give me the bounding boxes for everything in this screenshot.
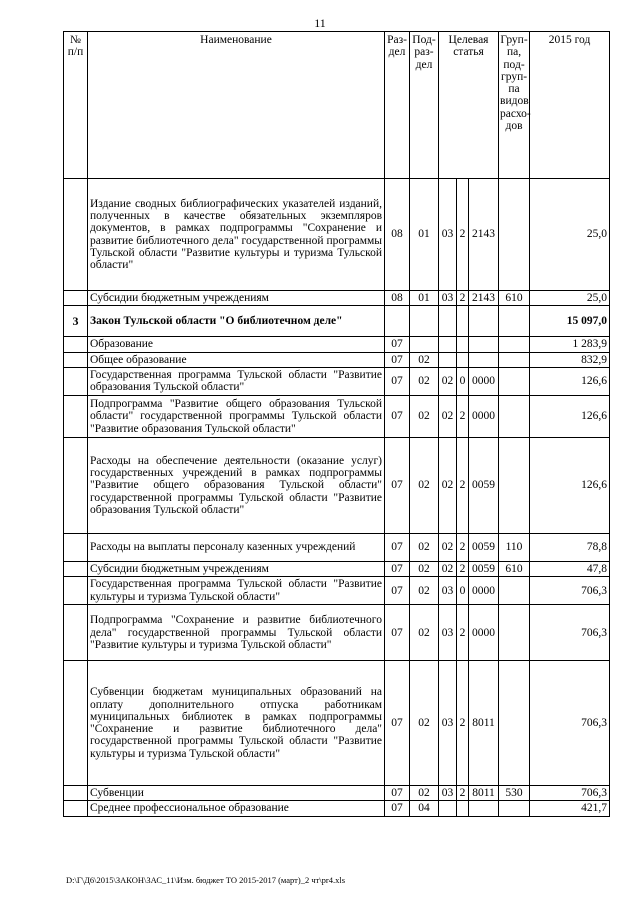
row-target-subprogram: 2 [457, 395, 469, 437]
table-row [64, 395, 610, 437]
table-row [64, 801, 610, 816]
row-razdel: 07 [385, 395, 410, 437]
col-header-podrazdel: Под-раз-дел [410, 32, 439, 179]
row-target-subprogram: 2 [457, 605, 469, 661]
row-target-program: 03 [439, 291, 457, 306]
table-row [64, 561, 610, 576]
row-target-code [469, 337, 499, 352]
row-amount: 706,3 [530, 605, 610, 661]
row-amount: 15 097,0 [530, 306, 610, 337]
row-target-subprogram: 0 [457, 367, 469, 395]
page-number: 11 [314, 16, 326, 30]
row-expense-group [499, 801, 530, 816]
row-target-code: 8011 [469, 661, 499, 786]
row-number [64, 395, 88, 437]
row-expense-group: 110 [499, 533, 530, 561]
row-amount: 126,6 [530, 395, 610, 437]
row-razdel: 07 [385, 786, 410, 801]
row-target-subprogram [457, 801, 469, 816]
row-amount: 706,3 [530, 786, 610, 801]
row-target-program [439, 337, 457, 352]
row-target-program: 03 [439, 605, 457, 661]
row-target-code: 0059 [469, 533, 499, 561]
row-target-subprogram [457, 337, 469, 352]
row-target-subprogram [457, 306, 469, 337]
col-header-num: № п/п [64, 32, 88, 179]
row-target-subprogram: 2 [457, 291, 469, 306]
row-expense-group: 610 [499, 561, 530, 576]
col-header-razdel: Раз-дел [385, 32, 410, 179]
row-amount: 47,8 [530, 561, 610, 576]
row-target-code: 8011 [469, 786, 499, 801]
row-number [64, 605, 88, 661]
row-name: Расходы на выплаты персоналу казенных учреждений [88, 533, 385, 561]
row-podrazdel: 02 [410, 561, 439, 576]
row-target-subprogram: 2 [457, 561, 469, 576]
row-podrazdel: 02 [410, 605, 439, 661]
file-path-footer: D:\Г\Д6\2015\ЗАКОН\ЗАС_11\Изм. бюджет ТО 2015-2017 (март)_2 чт\рr4.xls [66, 875, 346, 885]
row-podrazdel: 02 [410, 367, 439, 395]
row-target-subprogram: 2 [457, 533, 469, 561]
row-amount: 706,3 [530, 577, 610, 605]
header-row [64, 32, 610, 179]
row-number [64, 367, 88, 395]
row-target-program [439, 352, 457, 367]
row-razdel: 07 [385, 801, 410, 816]
row-target-program: 02 [439, 437, 457, 533]
row-podrazdel: 04 [410, 801, 439, 816]
row-target-program [439, 306, 457, 337]
row-target-code: 0059 [469, 561, 499, 576]
row-target-code [469, 352, 499, 367]
row-target-program: 02 [439, 561, 457, 576]
row-podrazdel: 02 [410, 661, 439, 786]
row-podrazdel: 02 [410, 437, 439, 533]
row-expense-group [499, 179, 530, 291]
table-row [64, 661, 610, 786]
row-name: Субвенции [88, 786, 385, 801]
row-number [64, 437, 88, 533]
row-expense-group [499, 352, 530, 367]
row-podrazdel: 02 [410, 786, 439, 801]
row-razdel: 08 [385, 179, 410, 291]
row-razdel: 07 [385, 533, 410, 561]
row-name: Субсидии бюджетным учреждениям [88, 561, 385, 576]
col-header-name: Наименование [88, 32, 385, 179]
row-amount: 25,0 [530, 179, 610, 291]
row-amount: 25,0 [530, 291, 610, 306]
row-razdel: 07 [385, 352, 410, 367]
row-target-subprogram: 2 [457, 661, 469, 786]
row-name: Субсидии бюджетным учреждениям [88, 291, 385, 306]
row-amount: 126,6 [530, 367, 610, 395]
row-razdel: 07 [385, 561, 410, 576]
row-expense-group [499, 367, 530, 395]
row-razdel: 07 [385, 605, 410, 661]
row-amount: 1 283,9 [530, 337, 610, 352]
col-header-group: Груп-па, под-груп-па видов расхо-дов [499, 32, 530, 179]
row-target-subprogram: 0 [457, 577, 469, 605]
row-target-code [469, 801, 499, 816]
row-number [64, 179, 88, 291]
row-name: Подпрограмма "Развитие общего образования Тульской области" государственной программы Тульской области "Развитие образования Тульской области" [88, 395, 385, 437]
row-name: Расходы на обеспечение деятельности (оказание услуг) государственных учреждений в рамках подпрограммы "Развитие общего образования Тульской области" государственной программы Тульской области "Развитие образования Тульской области" [88, 437, 385, 533]
row-razdel: 07 [385, 661, 410, 786]
row-name: Закон Тульской области "О библиотечном деле" [88, 306, 385, 337]
row-podrazdel [410, 337, 439, 352]
row-number [64, 533, 88, 561]
table-row [64, 605, 610, 661]
row-name: Общее образование [88, 352, 385, 367]
row-amount: 421,7 [530, 801, 610, 816]
row-target-program: 03 [439, 179, 457, 291]
row-expense-group [499, 661, 530, 786]
row-target-program [439, 801, 457, 816]
row-amount: 126,6 [530, 437, 610, 533]
row-target-subprogram: 2 [457, 179, 469, 291]
table-row [64, 367, 610, 395]
table-row [64, 337, 610, 352]
row-expense-group [499, 577, 530, 605]
row-target-subprogram: 2 [457, 437, 469, 533]
row-name: Подпрограмма "Сохранение и развитие библиотечного дела" государственной программы Тульской области "Развитие культуры и туризма Тульской области" [88, 605, 385, 661]
row-podrazdel: 02 [410, 533, 439, 561]
row-number: 3 [64, 306, 88, 337]
row-expense-group [499, 395, 530, 437]
row-expense-group [499, 337, 530, 352]
row-target-program: 03 [439, 577, 457, 605]
row-number [64, 661, 88, 786]
row-amount: 78,8 [530, 533, 610, 561]
row-number [64, 561, 88, 576]
row-podrazdel: 02 [410, 577, 439, 605]
row-expense-group: 530 [499, 786, 530, 801]
row-razdel: 08 [385, 291, 410, 306]
row-razdel: 07 [385, 437, 410, 533]
row-target-program: 02 [439, 395, 457, 437]
row-target-subprogram: 2 [457, 786, 469, 801]
row-name: Государственная программа Тульской области "Развитие культуры и туризма Тульской области" [88, 577, 385, 605]
table-row [64, 306, 610, 337]
row-podrazdel: 01 [410, 291, 439, 306]
table-row [64, 291, 610, 306]
budget-table [63, 31, 610, 817]
row-podrazdel: 02 [410, 352, 439, 367]
table-row [64, 437, 610, 533]
table-row [64, 786, 610, 801]
row-target-program: 02 [439, 533, 457, 561]
row-number [64, 577, 88, 605]
row-number [64, 801, 88, 816]
row-razdel: 07 [385, 337, 410, 352]
row-podrazdel: 01 [410, 179, 439, 291]
row-amount: 706,3 [530, 661, 610, 786]
row-target-program: 02 [439, 367, 457, 395]
table-row [64, 577, 610, 605]
row-target-code: 0000 [469, 577, 499, 605]
table-row [64, 352, 610, 367]
row-target-code [469, 306, 499, 337]
table-row [64, 179, 610, 291]
row-number [64, 352, 88, 367]
row-target-subprogram [457, 352, 469, 367]
row-number [64, 786, 88, 801]
row-target-code: 2143 [469, 179, 499, 291]
row-name: Государственная программа Тульской области "Развитие образования Тульской области" [88, 367, 385, 395]
row-expense-group [499, 437, 530, 533]
row-target-code: 0059 [469, 437, 499, 533]
row-expense-group [499, 306, 530, 337]
row-name: Образование [88, 337, 385, 352]
row-razdel: 07 [385, 367, 410, 395]
row-name: Издание сводных библиографических указателей изданий, полученных в качестве обязательных экземпляров документов, в рамках подпрограммы "Сохранение и развитие библиотечного дела" государственной программы Тульской области "Развитие культуры и туризма Тульской области" [88, 179, 385, 291]
row-podrazdel: 02 [410, 395, 439, 437]
row-podrazdel [410, 306, 439, 337]
row-target-code: 2143 [469, 291, 499, 306]
row-number [64, 337, 88, 352]
col-header-target: Целевая статья [439, 32, 499, 179]
row-razdel: 07 [385, 577, 410, 605]
row-target-code: 0000 [469, 605, 499, 661]
row-name: Субвенции бюджетам муниципальных образований на оплату дополнительного отпуска работникам муниципальных библиотек в рамках подпрограммы "Сохранение и развитие библиотечного дела" государственной программы Тульской области "Развитие культуры и туризма Тульской области" [88, 661, 385, 786]
table-row [64, 533, 610, 561]
row-target-program: 03 [439, 661, 457, 786]
row-razdel [385, 306, 410, 337]
row-name: Среднее профессиональное образование [88, 801, 385, 816]
row-target-code: 0000 [469, 395, 499, 437]
col-header-year: 2015 год [530, 32, 610, 179]
row-number [64, 291, 88, 306]
row-expense-group: 610 [499, 291, 530, 306]
row-target-program: 03 [439, 786, 457, 801]
row-expense-group [499, 605, 530, 661]
row-amount: 832,9 [530, 352, 610, 367]
row-target-code: 0000 [469, 367, 499, 395]
